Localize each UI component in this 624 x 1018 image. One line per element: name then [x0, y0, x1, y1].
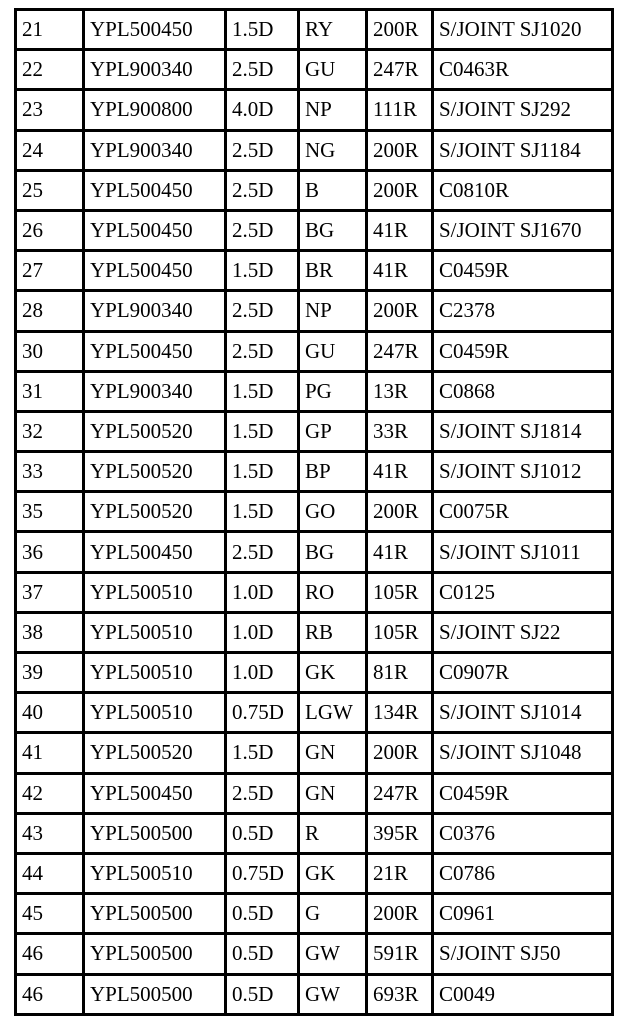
circuit-cell: 200R [368, 172, 434, 212]
connection-cell: S/JOINT SJ1020 [434, 11, 614, 51]
row-number-cell: 28 [17, 292, 85, 332]
part-number-cell: YPL500450 [85, 333, 227, 373]
wire-table [14, 8, 614, 1016]
color-cell: NG [300, 132, 368, 172]
circuit-cell: 111R [368, 91, 434, 131]
part-number-cell: YPL500510 [85, 694, 227, 734]
connection-cell: C0075R [434, 493, 614, 533]
size-cell: 0.5D [227, 935, 300, 975]
row-number-cell: 23 [17, 91, 85, 131]
part-number-cell: YPL900340 [85, 51, 227, 91]
row-number-cell: 26 [17, 212, 85, 252]
circuit-cell: 200R [368, 11, 434, 51]
table-row [17, 574, 614, 614]
part-number-cell: YPL900340 [85, 373, 227, 413]
row-number-cell: 38 [17, 614, 85, 654]
circuit-cell: 134R [368, 694, 434, 734]
color-cell: BG [300, 212, 368, 252]
circuit-cell: 33R [368, 413, 434, 453]
circuit-cell: 105R [368, 614, 434, 654]
table-row [17, 413, 614, 453]
table-row [17, 172, 614, 212]
size-cell: 4.0D [227, 91, 300, 131]
connection-cell: C0459R [434, 775, 614, 815]
circuit-cell: 200R [368, 734, 434, 774]
part-number-cell: YPL500500 [85, 815, 227, 855]
connection-cell: C0907R [434, 654, 614, 694]
row-number-cell: 39 [17, 654, 85, 694]
size-cell: 2.5D [227, 212, 300, 252]
color-cell: GO [300, 493, 368, 533]
connection-cell: C0463R [434, 51, 614, 91]
table-row [17, 373, 614, 413]
color-cell: GU [300, 51, 368, 91]
part-number-cell: YPL900340 [85, 132, 227, 172]
table-row [17, 292, 614, 332]
color-cell: GP [300, 413, 368, 453]
row-number-cell: 43 [17, 815, 85, 855]
row-number-cell: 37 [17, 574, 85, 614]
connection-cell: C0961 [434, 895, 614, 935]
row-number-cell: 42 [17, 775, 85, 815]
size-cell: 1.5D [227, 373, 300, 413]
part-number-cell: YPL500450 [85, 252, 227, 292]
circuit-cell: 41R [368, 453, 434, 493]
connection-cell: S/JOINT SJ1012 [434, 453, 614, 493]
circuit-cell: 13R [368, 373, 434, 413]
connection-cell: S/JOINT SJ1048 [434, 734, 614, 774]
connection-cell: C0786 [434, 855, 614, 895]
table-row [17, 11, 614, 51]
table-row [17, 734, 614, 774]
part-number-cell: YPL900340 [85, 292, 227, 332]
row-number-cell: 31 [17, 373, 85, 413]
connection-cell: C0459R [434, 333, 614, 373]
table-row [17, 533, 614, 573]
size-cell: 1.5D [227, 413, 300, 453]
part-number-cell: YPL500500 [85, 935, 227, 975]
size-cell: 2.5D [227, 172, 300, 212]
color-cell: NP [300, 91, 368, 131]
size-cell: 0.75D [227, 694, 300, 734]
row-number-cell: 27 [17, 252, 85, 292]
table-row [17, 453, 614, 493]
row-number-cell: 22 [17, 51, 85, 91]
color-cell: NP [300, 292, 368, 332]
row-number-cell: 24 [17, 132, 85, 172]
connection-cell: S/JOINT SJ22 [434, 614, 614, 654]
part-number-cell: YPL500510 [85, 574, 227, 614]
row-number-cell: 35 [17, 493, 85, 533]
circuit-cell: 21R [368, 855, 434, 895]
color-cell: BP [300, 453, 368, 493]
part-number-cell: YPL500500 [85, 895, 227, 935]
circuit-cell: 200R [368, 292, 434, 332]
part-number-cell: YPL500520 [85, 493, 227, 533]
part-number-cell: YPL500510 [85, 855, 227, 895]
size-cell: 2.5D [227, 51, 300, 91]
table-row [17, 694, 614, 734]
table-row [17, 212, 614, 252]
color-cell: B [300, 172, 368, 212]
color-cell: GN [300, 775, 368, 815]
table-row [17, 493, 614, 533]
color-cell: GW [300, 935, 368, 975]
color-cell: RO [300, 574, 368, 614]
row-number-cell: 36 [17, 533, 85, 573]
part-number-cell: YPL500510 [85, 654, 227, 694]
circuit-cell: 41R [368, 252, 434, 292]
part-number-cell: YPL500520 [85, 413, 227, 453]
circuit-cell: 41R [368, 533, 434, 573]
part-number-cell: YPL500450 [85, 172, 227, 212]
connection-cell: C0049 [434, 976, 614, 1016]
connection-cell: C0868 [434, 373, 614, 413]
table-row [17, 252, 614, 292]
size-cell: 2.5D [227, 333, 300, 373]
part-number-cell: YPL500450 [85, 533, 227, 573]
circuit-cell: 41R [368, 212, 434, 252]
table-row [17, 654, 614, 694]
circuit-cell: 81R [368, 654, 434, 694]
part-number-cell: YPL500520 [85, 734, 227, 774]
circuit-cell: 105R [368, 574, 434, 614]
part-number-cell: YPL500450 [85, 775, 227, 815]
color-cell: RB [300, 614, 368, 654]
row-number-cell: 30 [17, 333, 85, 373]
size-cell: 2.5D [227, 132, 300, 172]
circuit-cell: 247R [368, 333, 434, 373]
table-row [17, 895, 614, 935]
part-number-cell: YPL500500 [85, 976, 227, 1016]
color-cell: GN [300, 734, 368, 774]
row-number-cell: 46 [17, 976, 85, 1016]
color-cell: RY [300, 11, 368, 51]
part-number-cell: YPL500450 [85, 212, 227, 252]
size-cell: 0.5D [227, 895, 300, 935]
circuit-cell: 395R [368, 815, 434, 855]
circuit-cell: 200R [368, 895, 434, 935]
table-row [17, 51, 614, 91]
part-number-cell: YPL500520 [85, 453, 227, 493]
size-cell: 2.5D [227, 292, 300, 332]
table-row [17, 855, 614, 895]
row-number-cell: 45 [17, 895, 85, 935]
circuit-cell: 591R [368, 935, 434, 975]
size-cell: 1.0D [227, 614, 300, 654]
row-number-cell: 46 [17, 935, 85, 975]
connection-cell: S/JOINT SJ1011 [434, 533, 614, 573]
size-cell: 1.5D [227, 11, 300, 51]
size-cell: 1.5D [227, 493, 300, 533]
connection-cell: C0810R [434, 172, 614, 212]
table-row [17, 333, 614, 373]
part-number-cell: YPL500510 [85, 614, 227, 654]
table-row [17, 132, 614, 172]
table-row [17, 976, 614, 1016]
part-number-cell: YPL900800 [85, 91, 227, 131]
color-cell: GU [300, 333, 368, 373]
size-cell: 0.5D [227, 815, 300, 855]
row-number-cell: 44 [17, 855, 85, 895]
circuit-cell: 200R [368, 493, 434, 533]
connection-cell: C0125 [434, 574, 614, 614]
connection-cell: S/JOINT SJ50 [434, 935, 614, 975]
connection-cell: S/JOINT SJ1814 [434, 413, 614, 453]
color-cell: GK [300, 855, 368, 895]
connection-cell: C0459R [434, 252, 614, 292]
color-cell: BR [300, 252, 368, 292]
connection-cell: S/JOINT SJ1184 [434, 132, 614, 172]
connection-cell: C0376 [434, 815, 614, 855]
table-row [17, 815, 614, 855]
color-cell: R [300, 815, 368, 855]
row-number-cell: 25 [17, 172, 85, 212]
connection-cell: C2378 [434, 292, 614, 332]
size-cell: 1.5D [227, 734, 300, 774]
row-number-cell: 33 [17, 453, 85, 493]
connection-cell: S/JOINT SJ1014 [434, 694, 614, 734]
row-number-cell: 41 [17, 734, 85, 774]
table-row [17, 775, 614, 815]
table-row [17, 935, 614, 975]
size-cell: 2.5D [227, 533, 300, 573]
table-row [17, 614, 614, 654]
circuit-cell: 247R [368, 775, 434, 815]
connection-cell: S/JOINT SJ292 [434, 91, 614, 131]
color-cell: PG [300, 373, 368, 413]
connection-cell: S/JOINT SJ1670 [434, 212, 614, 252]
size-cell: 1.5D [227, 252, 300, 292]
size-cell: 2.5D [227, 775, 300, 815]
color-cell: G [300, 895, 368, 935]
size-cell: 1.0D [227, 654, 300, 694]
row-number-cell: 40 [17, 694, 85, 734]
circuit-cell: 693R [368, 976, 434, 1016]
size-cell: 1.5D [227, 453, 300, 493]
size-cell: 0.75D [227, 855, 300, 895]
color-cell: LGW [300, 694, 368, 734]
size-cell: 0.5D [227, 976, 300, 1016]
table-row [17, 91, 614, 131]
circuit-cell: 200R [368, 132, 434, 172]
row-number-cell: 21 [17, 11, 85, 51]
wire-table-body [17, 11, 614, 1016]
color-cell: GW [300, 976, 368, 1016]
circuit-cell: 247R [368, 51, 434, 91]
color-cell: BG [300, 533, 368, 573]
size-cell: 1.0D [227, 574, 300, 614]
part-number-cell: YPL500450 [85, 11, 227, 51]
row-number-cell: 32 [17, 413, 85, 453]
color-cell: GK [300, 654, 368, 694]
